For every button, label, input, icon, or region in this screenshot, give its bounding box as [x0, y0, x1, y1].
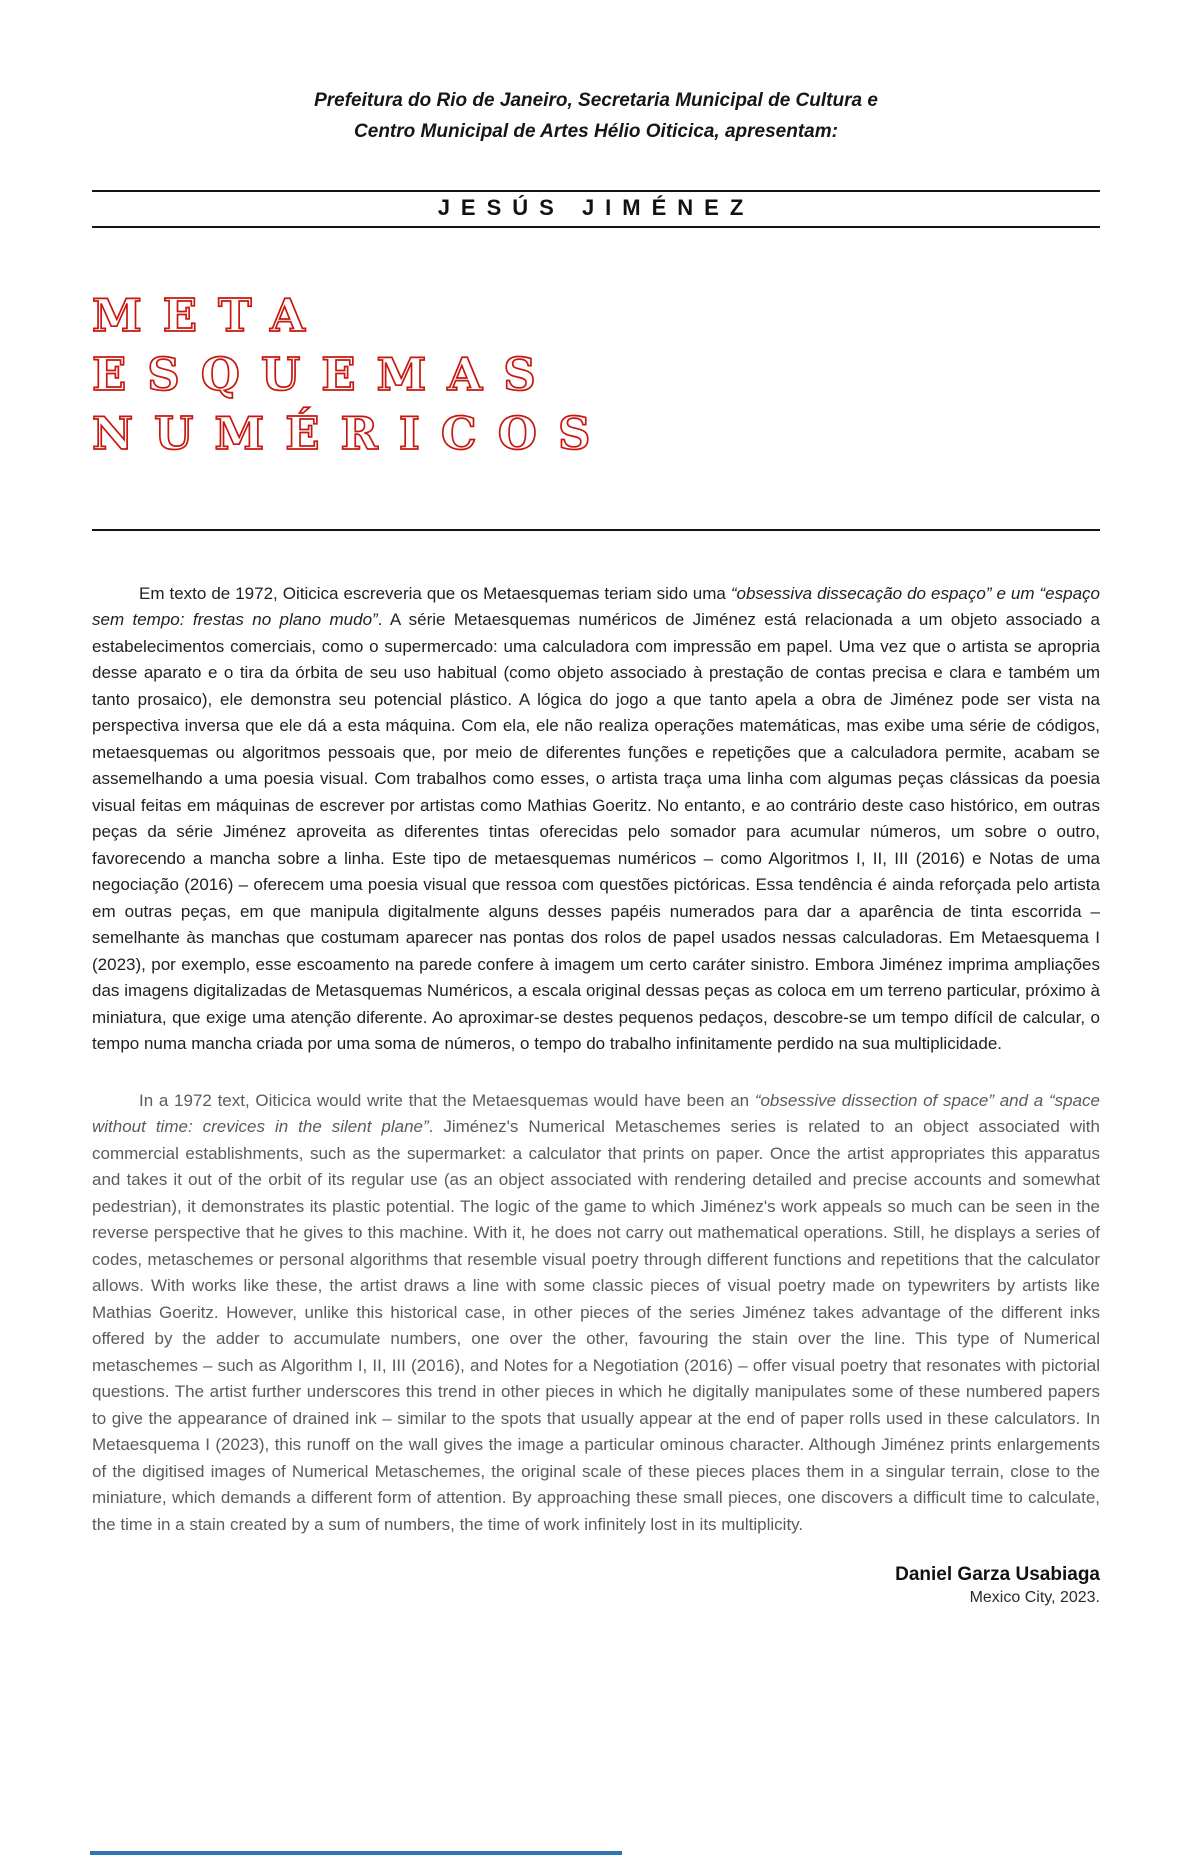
essay-paragraph-portuguese: Em texto de 1972, Oiticica escreveria que os Metaesquemas teriam sido uma “obsessiva dissecação do espaço” e um “espaço sem tempo: frestas no plano mudo”. A série Metaesquemas numéricos de Jiménez está relacionada a um objeto associado a estabelecimentos comerciais, como o supermercado: uma calculadora com impressão em papel. Uma vez que o artista se apropria desse aparato e o tira da órbita de seu uso habitual (como objeto associado à prestação de contas precisa e clara e também um tanto prosaico), ele demonstra seu potencial plástico. A lógica do jogo a que tanto apela a obra de Jiménez pode ser vista na perspectiva inversa que ele dá a esta máquina. Com ela, ele não realiza operações matemáticas, mas exibe uma série de códigos, metaesquemas ou algoritmos pessoais que, por meio de diferentes funções e repetições que a calculadora permite, acabam se assemelhando a uma poesia visual. Com trabalhos como esses, o artista traça uma linha com algumas peças clássicas da poesia visual feitas em máquinas de escrever por artistas como Mathias Goeritz. No entanto, e ao contrário deste caso histórico, em outras peças da série Jiménez aproveita as diferentes tintas oferecidas pelo somador para acumular números, um sobre o outro, favorecendo a mancha sobre a linha. Este tipo de metaesquemas numéricos – como Algoritmos I, II, III (2016) e Notas de uma negociação (2016) – oferecem uma poesia visual que ressoa com questões pictóricas. Essa tendência é ainda reforçada pelo artista em outras peças, em que manipula digitalmente alguns desses papéis numerados para dar a aparência de tinta escorrida – semelhante às manchas que costumam aparecer nas pontas dos rolos de papel usados nessas calculadoras. Em Metaesquema I (2023), por exemplo, esse escoamento na parede confere à imagem um certo caráter sinistro. Embora Jiménez imprima ampliações das imagens digitalizadas de Metasquemas Numéricos, a escala original dessas peças as coloca em um terreno particular, próximo à miniatura, que exige uma atenção diferente. Ao aproximar-se destes pequenos pedaços, descobre-se um tempo difícil de calcular, o tempo numa mancha criada por uma soma de números, o tempo do trabalho infinitamente perdido na sua multiplicidade.: [92, 583, 1100, 1054]
horizontal-rule: [92, 529, 1100, 531]
artist-name: JESÚS JIMÉNEZ: [437, 194, 755, 220]
artist-name-band: [92, 190, 1100, 228]
signature-block: [92, 1564, 1100, 1607]
essay-paragraph-english: In a 1972 text, Oiticica would write that the Metaesquemas would have been an “obsessive dissection of space” and a “space without time: crevices in the silent plane”. Jiménez's Numerical Metaschemes series is related to an object associated with commercial establishments, such as the supermarket: a calculator that prints on paper. Once the artist appropriates this apparatus and takes it out of the orbit of its regular use (as an object associated with rendering detailed and precise accounts and somewhat pedestrian), it demonstrates its plastic potential. The logic of the game to which Jiménez's work appeals so much can be seen in the reverse perspective that he gives to this machine. With it, he does not carry out mathematical operations. Still, he displays a series of codes, metaschemes or personal algorithms that resemble visual poetry through different functions and repetitions that the calculator allows. With works like these, the artist draws a line with some classic pieces of visual poetry made on typewriters by artists like Mathias Goeritz. However, unlike this historical case, in other pieces of the series Jiménez takes advantage of the different inks offered by the adder to accumulate numbers, one over the other, favouring the stain over the line. This type of Numerical metaschemes – such as Algorithm I, II, III (2016), and Notes for a Negotiation (2016) – offer visual poetry that resonates with pictorial questions. The artist further underscores this trend in other pieces in which he digitally manipulates some of these numbered papers to give the appearance of drained ink – similar to the spots that usually appear at the end of paper rolls used in these calculators. In Metaesquema I (2023), this runoff on the wall gives the image a particular ominous character. Although Jiménez prints enlargements of the digitised images of Numerical Metaschemes, the original scale of these pieces places them in a singular terrain, close to the miniature, which demands a different form of attention. By approaching these small pieces, one discovers a difficult time to calculate, the time in a stain created by a sum of numbers, the time of work infinitely lost in its multiplicity.: [92, 1090, 1100, 1534]
presenter-heading: [92, 86, 1100, 148]
signature-author: Daniel Garza Usabiaga: [895, 1564, 1100, 1586]
exhibition-title-line-1: META: [92, 288, 327, 342]
exhibition-title-line-3: NUMÉRICOS: [92, 406, 612, 460]
presenter-line-2: Centro Municipal de Artes Hélio Oiticica, apresentam:: [354, 120, 838, 142]
presenter-line-1: Prefeitura do Rio de Janeiro, Secretaria Municipal de Cultura e: [314, 90, 878, 111]
page-bottom-accent-bar: [90, 1851, 622, 1855]
exhibition-title-line-2: ESQUEMAS: [92, 347, 557, 401]
exhibition-title: [92, 286, 1100, 463]
page-content: [92, 86, 1100, 1607]
signature-place-date: Mexico City, 2023.: [969, 1589, 1100, 1607]
